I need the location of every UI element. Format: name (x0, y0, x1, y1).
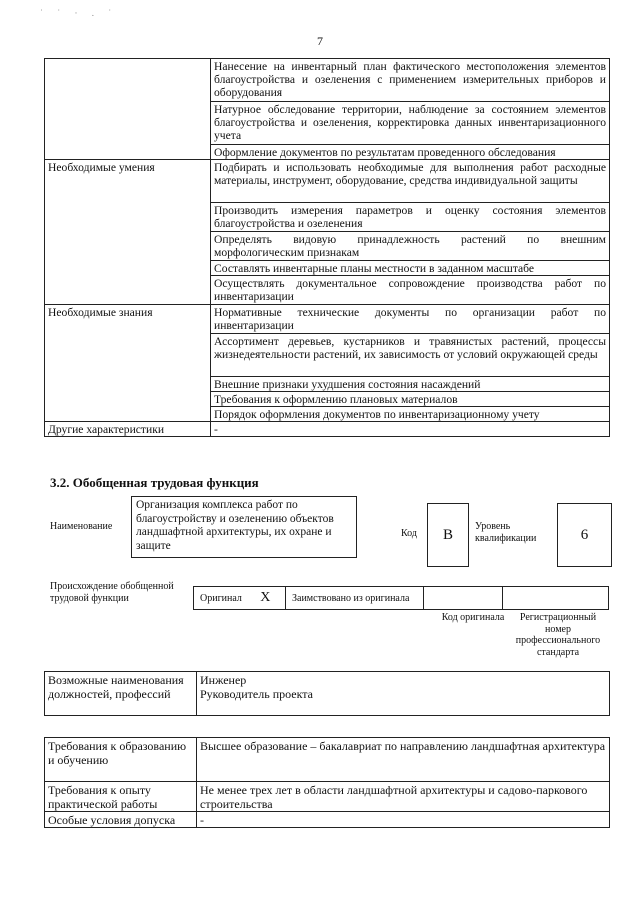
requirements-table (44, 737, 610, 828)
scan-speckles: ˙ ˙ · . ˙ (40, 8, 118, 18)
registration-number-caption: Регистрационный номер профессионального стандарта (515, 612, 601, 658)
qualification-level-label: Уровень квалификации (475, 521, 537, 544)
origin-table (193, 586, 609, 610)
table-cell: Требования к оформлению плановых материалов (211, 392, 610, 407)
code-original-caption: Код оригинала (441, 612, 505, 623)
table-row (45, 59, 610, 102)
row-label-other: Другие характеристики (45, 422, 211, 437)
code-label: Код (401, 528, 417, 539)
table-cell: Составлять инвентарные планы местности в заданном масштабе (211, 261, 610, 276)
function-name-box: Организация комплекса работ по благоустройству и озеленению объектов ландшафтной архитектуры, их охране и защите (131, 496, 357, 558)
positions-values (197, 672, 610, 716)
table-row (45, 672, 610, 716)
experience-value: Не менее трех лет в области ландшафтной архитектуры и садово-паркового строительства (197, 782, 610, 812)
table-row (45, 305, 610, 334)
table-row (45, 812, 610, 828)
table-cell: Ассортимент деревьев, кустарников и травянистых растений, процессы жизнедеятельности растений, их зависимость от условий окружающей среды (211, 334, 610, 377)
table-cell: Подбирать и использовать необходимые для выполнения работ расходные материалы, инструмент, оборудование, средства индивидуальной защиты (211, 160, 610, 203)
table-cell: Осуществлять документальное сопровождение производства работ по инвентаризации (211, 276, 610, 305)
table-cell: Нормативные технические документы по организации работ по инвентаризации (211, 305, 610, 334)
table-row (194, 587, 609, 610)
origin-code-cell (424, 587, 503, 610)
original-mark: X (246, 587, 286, 610)
registration-number-cell (503, 587, 609, 610)
table-cell: Нанесение на инвентарный план фактического местоположения элементов благоустройства и озеленения с применением измерительных приборов и оборудования (211, 59, 610, 102)
borrowed-label: Заимствовано из оригинала (286, 587, 424, 610)
row-label-skills: Необходимые умения (45, 160, 211, 305)
table-cell: Натурное обследование территории, наблюдение за состоянием элементов благоустройства и озеленения, корректировка данных инвентаризационного учета (211, 102, 610, 145)
admission-value: - (197, 812, 610, 828)
original-label: Оригинал (194, 587, 246, 610)
education-value: Высшее образование – бакалавриат по направлению ландшафтная архитектура (197, 738, 610, 782)
experience-label: Требования к опыту практической работы (45, 782, 197, 812)
table-row (45, 422, 610, 437)
education-label: Требования к образованию и обучению (45, 738, 197, 782)
page-number: 7 (317, 34, 323, 48)
table-cell: Производить измерения параметров и оценку состояния элементов благоустройства и озеленения (211, 203, 610, 232)
section-title: 3.2. Обобщенная трудовая функция (50, 475, 259, 490)
table-cell: - (211, 422, 610, 437)
origin-label: Происхождение обобщенной трудовой функции (50, 581, 174, 604)
name-label: Наименование (50, 521, 113, 532)
table-row (45, 782, 610, 812)
table-row (45, 738, 610, 782)
positions-table (44, 671, 610, 716)
table-cell: Оформление документов по результатам проведенного обследования (211, 145, 610, 160)
position-item: Инженер (200, 673, 247, 687)
row-label-empty (45, 59, 211, 160)
position-item: Руководитель проекта (200, 687, 313, 701)
qualification-level-box: 6 (557, 503, 612, 567)
row-label-knowledge: Необходимые знания (45, 305, 211, 422)
table-cell: Определять видовую принадлежность растений по внешним морфологическим признакам (211, 232, 610, 261)
positions-label: Возможные наименования должностей, профессий (45, 672, 197, 716)
labor-actions-table (44, 58, 610, 437)
table-cell: Порядок оформления документов по инвентаризационному учету (211, 407, 610, 422)
admission-label: Особые условия допуска (45, 812, 197, 828)
table-row (45, 160, 610, 203)
code-value-box: B (427, 503, 469, 567)
table-cell: Внешние признаки ухудшения состояния насаждений (211, 377, 610, 392)
